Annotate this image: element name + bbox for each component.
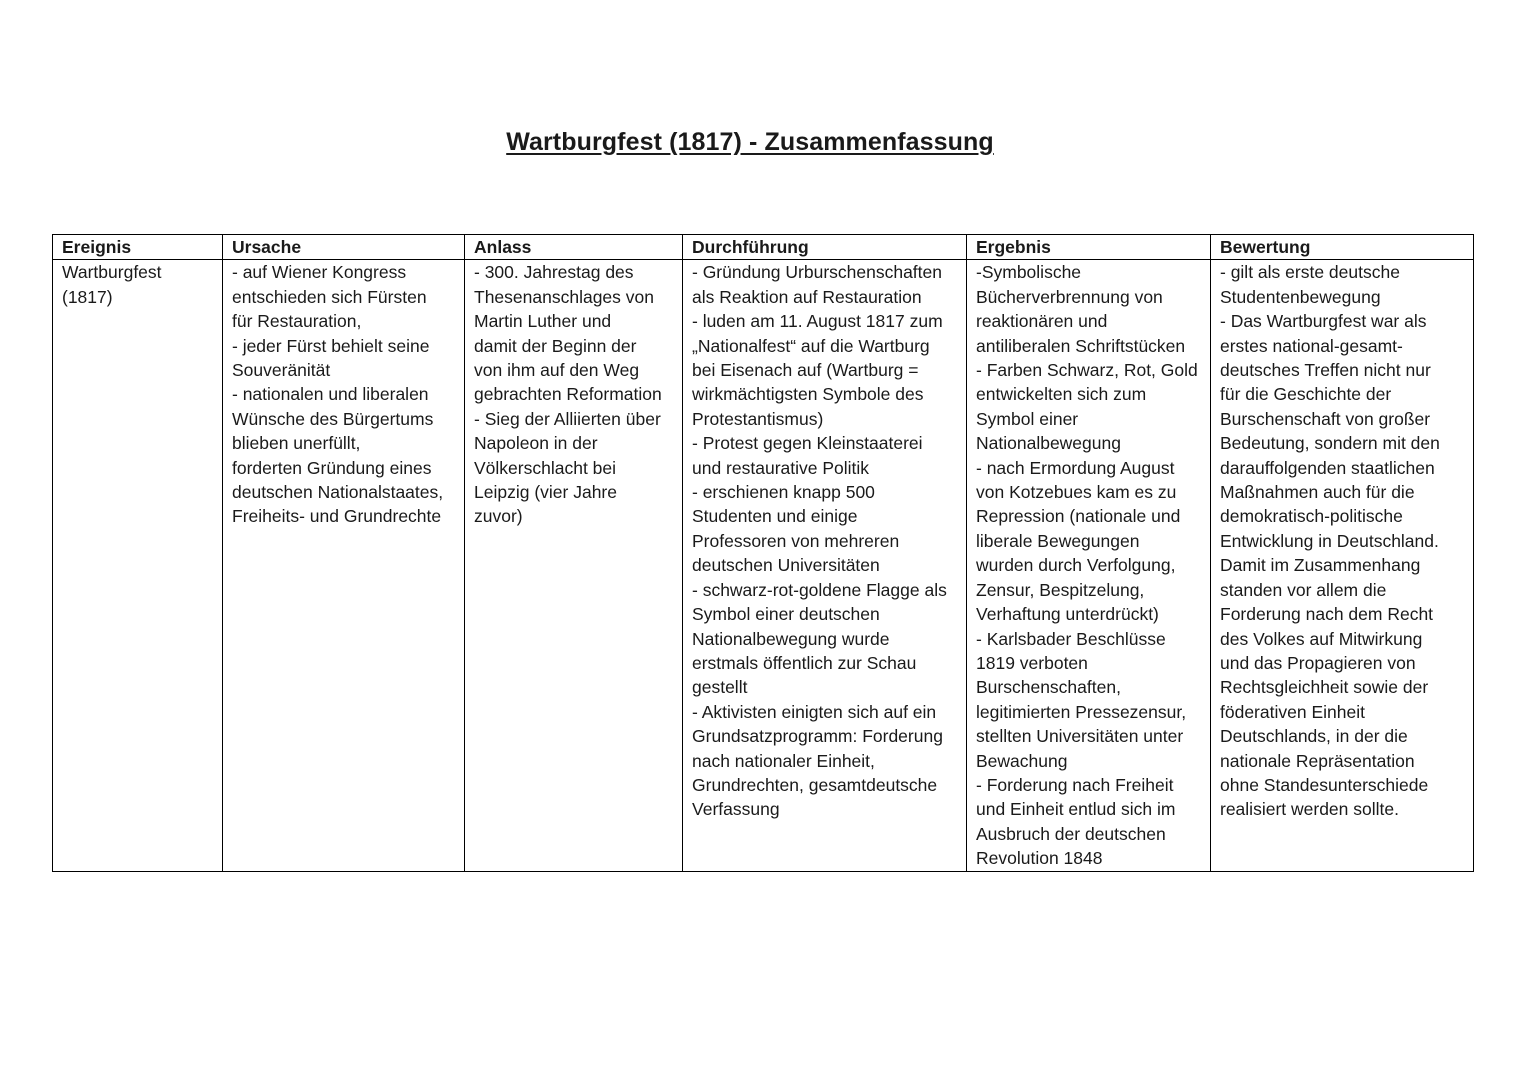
cell-text-line: erstes national-gesamt- bbox=[1220, 335, 1403, 356]
cell-text-line: gestellt bbox=[692, 677, 748, 698]
cell-text-line: deutschen Nationalstaates, bbox=[232, 482, 444, 503]
cell-text-line: Revolution 1848 bbox=[976, 848, 1103, 869]
cell-text-line: Rechtsgleichheit sowie der bbox=[1220, 677, 1429, 698]
cell-text-line: erstmals öffentlich zur Schau bbox=[692, 652, 917, 673]
cell-text-line: liberale Bewegungen bbox=[976, 530, 1140, 551]
cell-text-line: für die Geschichte der bbox=[1220, 384, 1392, 405]
cell-text-line: deutsches Treffen nicht nur bbox=[1220, 360, 1431, 381]
header-anlass: Anlass bbox=[465, 235, 683, 260]
header-ursache: Ursache bbox=[223, 235, 465, 260]
cell-text-line: reaktionären und bbox=[976, 311, 1108, 332]
cell-text-line: wirkmächtigsten Symbole des bbox=[692, 384, 924, 405]
cell-text-line: von ihm auf den Weg bbox=[474, 360, 640, 381]
header-ereignis: Ereignis bbox=[53, 235, 223, 260]
table-row bbox=[53, 260, 1474, 871]
cell-ereignis bbox=[53, 260, 223, 871]
cell-text-line: (1817) bbox=[62, 286, 113, 307]
cell-text-line: - erschienen knapp 500 bbox=[692, 482, 875, 503]
cell-text-line: - 300. Jahrestag des bbox=[474, 262, 634, 283]
cell-text-line: als Reaktion auf Restauration bbox=[692, 286, 922, 307]
cell-text-line: Forderung nach dem Recht bbox=[1220, 604, 1434, 625]
cell-text-line: Ausbruch der deutschen bbox=[976, 823, 1166, 844]
cell-text-line: - Das Wartburgfest war als bbox=[1220, 311, 1427, 332]
cell-text-line: Bedeutung, sondern mit den bbox=[1220, 433, 1440, 454]
cell-text-line: Bewachung bbox=[976, 750, 1068, 771]
cell-text-line: - Gründung Urburschenschaften bbox=[692, 262, 942, 283]
cell-text-line: Souveränität bbox=[232, 360, 331, 381]
header-ergebnis: Ergebnis bbox=[967, 235, 1211, 260]
cell-text-line: und das Propagieren von bbox=[1220, 652, 1416, 673]
cell-text-line: realisiert werden sollte. bbox=[1220, 799, 1399, 820]
cell-text-line: Napoleon in der bbox=[474, 433, 598, 454]
cell-text-line: Verhaftung unterdrückt) bbox=[976, 604, 1159, 625]
cell-text-line: „Nationalfest“ auf die Wartburg bbox=[692, 335, 930, 356]
cell-text-line: Freiheits- und Grundrechte bbox=[232, 506, 442, 527]
cell-text-line: - nach Ermordung August bbox=[976, 457, 1175, 478]
header-bewertung: Bewertung bbox=[1211, 235, 1474, 260]
cell-text-line: -Symbolische bbox=[976, 262, 1082, 283]
cell-text-line: Protestantismus) bbox=[692, 408, 824, 429]
cell-text-line: Nationalbewegung bbox=[976, 433, 1121, 454]
cell-durchfuehrung bbox=[683, 260, 967, 871]
cell-text-line: und Einheit entlud sich im bbox=[976, 799, 1176, 820]
summary-table bbox=[52, 234, 1474, 872]
cell-text-line: antiliberalen Schriftstücken bbox=[976, 335, 1186, 356]
cell-text-line: standen vor allem die bbox=[1220, 579, 1387, 600]
cell-text-line: und restaurative Politik bbox=[692, 457, 870, 478]
cell-text-line: Grundrechten, gesamtdeutsche bbox=[692, 774, 938, 795]
cell-text-line: deutschen Universitäten bbox=[692, 555, 880, 576]
cell-text-line: entwickelten sich zum bbox=[976, 384, 1147, 405]
cell-text-line: entschieden sich Fürsten bbox=[232, 286, 427, 307]
cell-text-line: Bücherverbrennung von bbox=[976, 286, 1163, 307]
cell-text-line: Professoren von mehreren bbox=[692, 530, 900, 551]
cell-text-line: demokratisch-politische bbox=[1220, 506, 1403, 527]
cell-text-line: - Farben Schwarz, Rot, Gold bbox=[976, 360, 1198, 381]
cell-text-line: wurden durch Verfolgung, bbox=[976, 555, 1176, 576]
cell-text-line: - Protest gegen Kleinstaaterei bbox=[692, 433, 923, 454]
cell-text-line: Wünsche des Bürgertums bbox=[232, 408, 434, 429]
cell-text-line: - gilt als erste deutsche bbox=[1220, 262, 1400, 283]
cell-text-line: - auf Wiener Kongress bbox=[232, 262, 407, 283]
cell-text-line: zuvor) bbox=[474, 506, 523, 527]
cell-text-line: gebrachten Reformation bbox=[474, 384, 662, 405]
cell-text-line: - Karlsbader Beschlüsse bbox=[976, 628, 1166, 649]
page-title: Wartburgfest (1817) - Zusammenfassung bbox=[506, 128, 994, 156]
cell-text-line: bei Eisenach auf (Wartburg = bbox=[692, 360, 919, 381]
cell-text-line: Deutschlands, in der die bbox=[1220, 726, 1408, 747]
cell-text-line: - Sieg der Alliierten über bbox=[474, 408, 661, 429]
table-header-row bbox=[53, 235, 1474, 260]
cell-text-line: Verfassung bbox=[692, 799, 780, 820]
cell-text-line: stellten Universitäten unter bbox=[976, 726, 1184, 747]
cell-text-line: - jeder Fürst behielt seine bbox=[232, 335, 430, 356]
cell-text-line: Zensur, Bespitzelung, bbox=[976, 579, 1145, 600]
cell-text-line: - luden am 11. August 1817 zum bbox=[692, 311, 943, 332]
cell-text-line: des Volkes auf Mitwirkung bbox=[1220, 628, 1423, 649]
cell-text-line: forderten Gründung eines bbox=[232, 457, 432, 478]
cell-text-line: föderativen Einheit bbox=[1220, 701, 1365, 722]
cell-text-line: ohne Standesunterschiede bbox=[1220, 774, 1429, 795]
cell-text-line: nach nationaler Einheit, bbox=[692, 750, 875, 771]
cell-text-line: legitimierten Pressezensur, bbox=[976, 701, 1187, 722]
header-durchfuehrung: Durchführung bbox=[683, 235, 967, 260]
cell-text-line: Symbol einer deutschen bbox=[692, 604, 880, 625]
cell-text-line: von Kotzebues kam es zu bbox=[976, 482, 1177, 503]
cell-ergebnis bbox=[967, 260, 1211, 871]
cell-text-line: 1819 verboten bbox=[976, 652, 1088, 673]
cell-text-line: Entwicklung in Deutschland. bbox=[1220, 530, 1439, 551]
cell-text-line: Repression (nationale und bbox=[976, 506, 1181, 527]
cell-text-line: Thesenanschlages von bbox=[474, 286, 654, 307]
cell-text-line: - schwarz-rot-goldene Flagge als bbox=[692, 579, 947, 600]
cell-ursache bbox=[223, 260, 465, 871]
cell-text-line: Leipzig (vier Jahre bbox=[474, 482, 617, 503]
cell-anlass bbox=[465, 260, 683, 871]
cell-text-line: - Aktivisten einigten sich auf ein bbox=[692, 701, 937, 722]
cell-bewertung bbox=[1211, 260, 1474, 871]
cell-text-line: Studenten und einige bbox=[692, 506, 858, 527]
cell-text-line: Studentenbewegung bbox=[1220, 286, 1381, 307]
cell-text-line: - Forderung nach Freiheit bbox=[976, 774, 1174, 795]
cell-text-line: Martin Luther und bbox=[474, 311, 612, 332]
cell-text-line: Völkerschlacht bei bbox=[474, 457, 617, 478]
cell-text-line: Maßnahmen auch für die bbox=[1220, 482, 1415, 503]
cell-text-line: Grundsatzprogramm: Forderung bbox=[692, 726, 943, 747]
cell-text-line: Nationalbewegung wurde bbox=[692, 628, 890, 649]
cell-text-line: darauffolgenden staatlichen bbox=[1220, 457, 1435, 478]
cell-text-line: Symbol einer bbox=[976, 408, 1079, 429]
cell-text-line: blieben unerfüllt, bbox=[232, 433, 361, 454]
cell-text-line: für Restauration, bbox=[232, 311, 362, 332]
cell-text-line: Burschenschaft von großer bbox=[1220, 408, 1431, 429]
cell-text-line: Burschenschaften, bbox=[976, 677, 1121, 698]
cell-text-line: Wartburgfest bbox=[62, 262, 162, 283]
cell-text-line: - nationalen und liberalen bbox=[232, 384, 429, 405]
cell-text-line: nationale Repräsentation bbox=[1220, 750, 1415, 771]
cell-text-line: Damit im Zusammenhang bbox=[1220, 555, 1421, 576]
cell-text-line: damit der Beginn der bbox=[474, 335, 637, 356]
